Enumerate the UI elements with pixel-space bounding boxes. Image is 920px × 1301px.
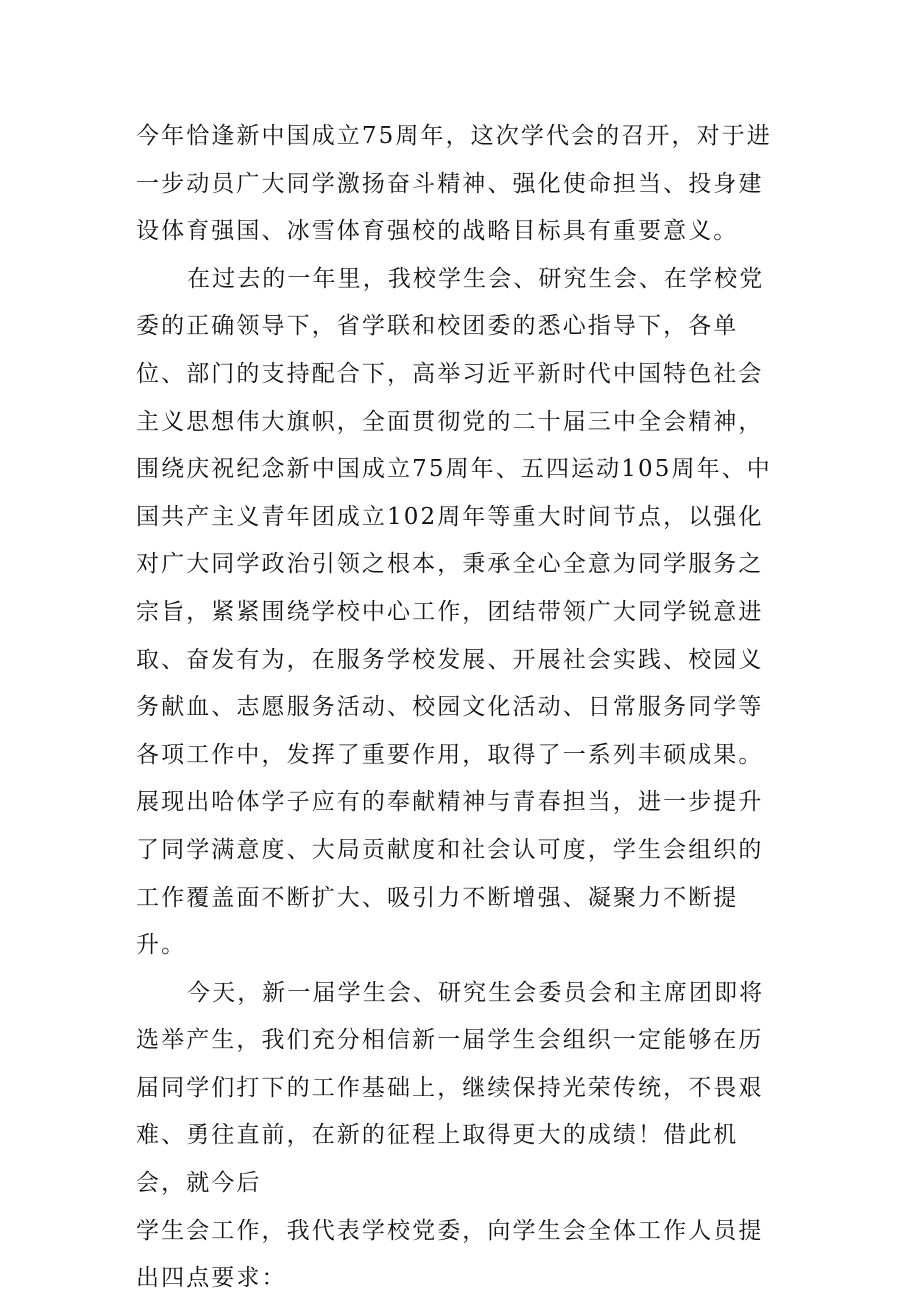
paragraph-four-requirements: 学生会工作，我代表学校党委，向学生会全体工作人员提出四点要求： xyxy=(136,1217,764,1292)
paragraph-new-term-expectations: 今天，新一届学生会、研究生会委员会和主席团即将选举产生，我们充分相信新一届学生会组织一定能够在历届同学们打下的工作基础上，继续保持光荣传统，不畏艰难、勇往直前，在新的征程上取得更大的成绩！借此机会，就今后 xyxy=(136,979,765,1197)
document-body xyxy=(136,113,788,1301)
paragraph-past-year-achievements: 在过去的一年里，我校学生会、研究生会、在学校党委的正确领导下，省学联和校团委的悉心指导下，各单位、部门的支持配合下，高举习近平新时代中国特色社会主义思想伟大旗帜，全面贯彻党的二十届三中全会精神，围绕庆祝纪念新中国成立75周年、五四运动105周年、中国共产主义青年团成立102周年等重大时间节点，以强化对广大同学政治引领之根本，秉承全心全意为同学服务之宗旨，紧紧围绕学校中心工作，团结带领广大同学锐意进取、奋发有为，在服务学校发展、开展社会实践、校园义务献血、志愿服务活动、校园文化活动、日常服务同学等各项工作中，发挥了重要作用，取得了一系列丰硕成果。展现出哈体学子应有的奉献精神与青春担当，进一步提升了同学满意度、大局贡献度和社会认可度，学生会组织的工作覆盖面不断扩大、吸引力不断增强、凝聚力不断提升。 xyxy=(136,265,772,959)
paragraph-anniversary-significance: 今年恰逢新中国成立75周年，这次学代会的召开，对于进一步动员广大同学激扬奋斗精神、强化使命担当、投身建设体育强国、冰雪体育强校的战略目标具有重要意义。 xyxy=(136,123,772,245)
